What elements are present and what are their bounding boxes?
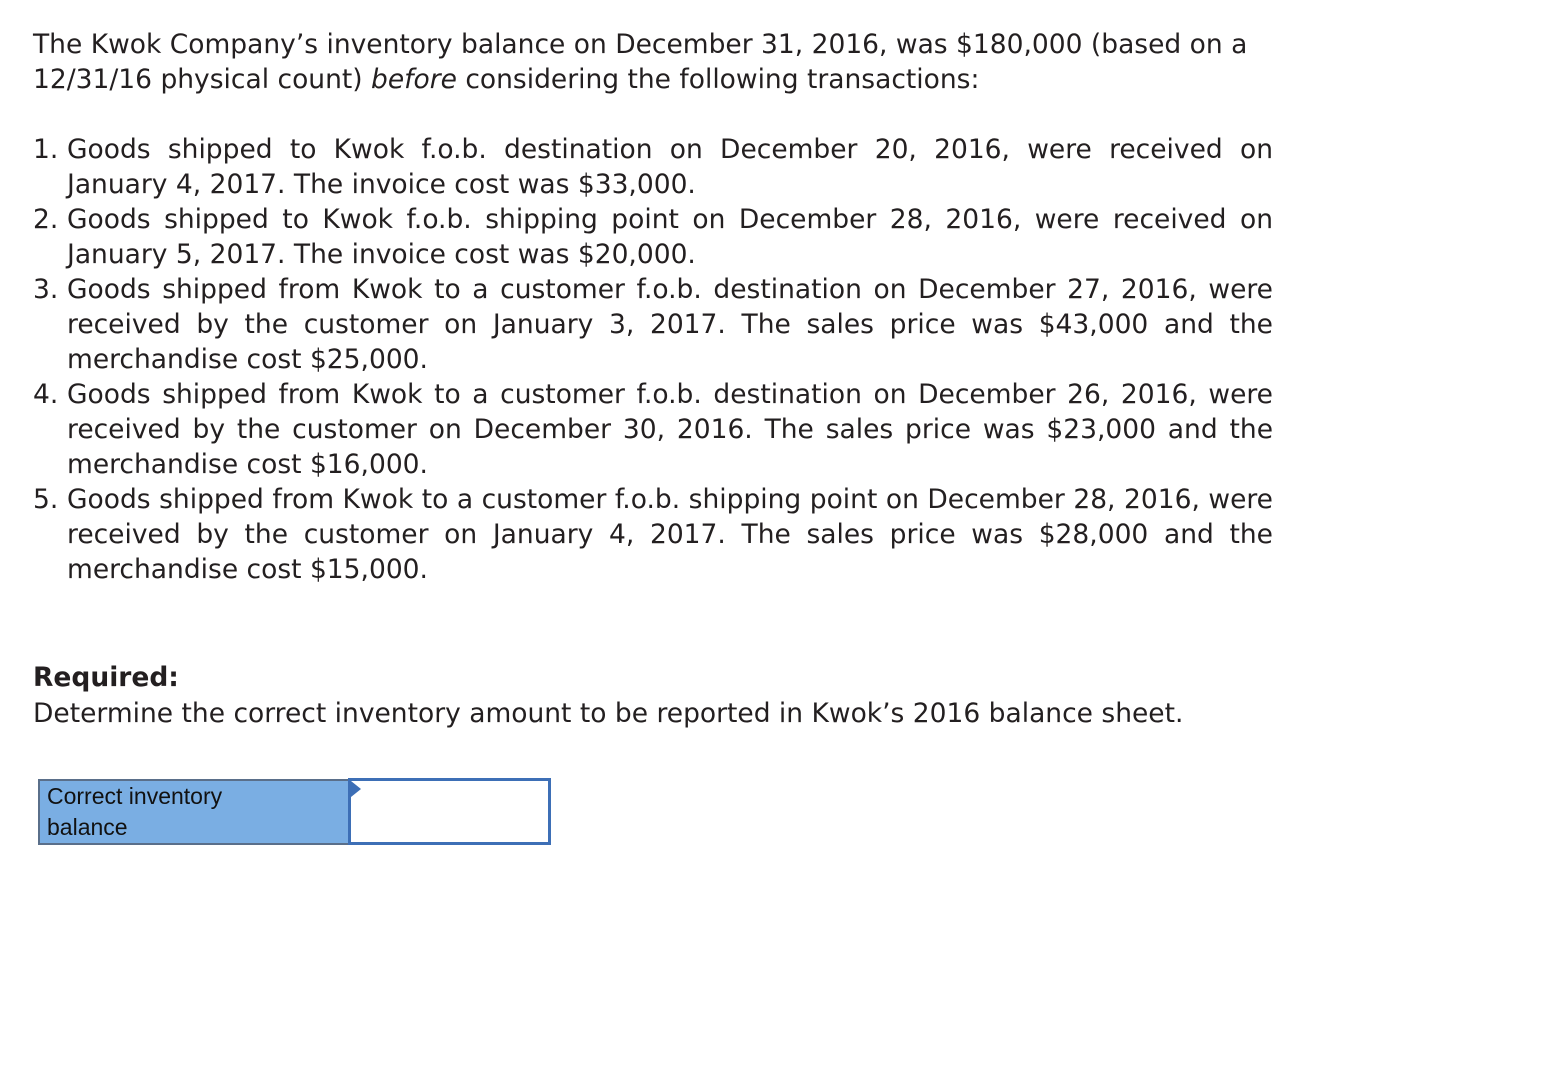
list-item-text: Goods shipped from Kwok to a customer f.o.b. destination on December 26, 2016, were received by the customer on December 30, 2016. The sales price was $23,000 and the merchandise cost $16,000.	[67, 379, 1273, 480]
answer-label-line1: Correct inventory	[47, 782, 223, 809]
cell-marker-icon	[351, 781, 361, 797]
list-item	[33, 377, 1273, 482]
required-section	[33, 660, 1273, 732]
list-item-number: 5.	[33, 484, 59, 515]
list-item	[33, 272, 1273, 377]
list-item-text: Goods shipped from Kwok to a customer f.o.b. destination on December 27, 2016, were received by the customer on January 3, 2017. The sales price was $43,000 and the merchandise cost $25,000.	[67, 274, 1273, 375]
intro-text-part2: considering the following transactions:	[456, 64, 980, 95]
list-item-number: 1.	[33, 134, 59, 165]
list-item-text: Goods shipped to Kwok f.o.b. destination on December 20, 2016, were received on January 4, 2017. The invoice cost was $33,000.	[67, 134, 1273, 200]
intro-emphasis: before	[371, 64, 457, 95]
answer-label-line2: balance	[47, 813, 128, 840]
required-heading: Required:	[33, 662, 179, 693]
list-item-number: 2.	[33, 204, 59, 235]
problem-content	[33, 27, 1273, 732]
answer-label-cell	[39, 780, 349, 844]
required-instructions: Determine the correct inventory amount to be reported in Kwok’s 2016 balance sheet.	[33, 698, 1184, 729]
list-item-number: 4.	[33, 379, 59, 410]
transaction-list	[33, 132, 1273, 587]
list-item-text: Goods shipped from Kwok to a customer f.o.b. shipping point on December 28, 2016, were received by the customer on January 4, 2017. The sales price was $28,000 and the merchandise cost $15,000.	[67, 484, 1273, 585]
list-item	[33, 132, 1273, 202]
answer-input-cell[interactable]	[349, 780, 549, 844]
problem-intro	[33, 27, 1273, 97]
answer-table	[38, 778, 551, 845]
table-row	[39, 780, 549, 844]
list-item-text: Goods shipped to Kwok f.o.b. shipping point on December 28, 2016, were received on January 5, 2017. The invoice cost was $20,000.	[67, 204, 1273, 270]
list-item	[33, 482, 1273, 587]
correct-inventory-input[interactable]	[351, 781, 548, 842]
list-item	[33, 202, 1273, 272]
intro-text-part1: The Kwok Company’s inventory balance on December 31, 2016, was $180,000 (based on a 12/31/16 physical count)	[33, 29, 1248, 95]
list-item-number: 3.	[33, 274, 59, 305]
